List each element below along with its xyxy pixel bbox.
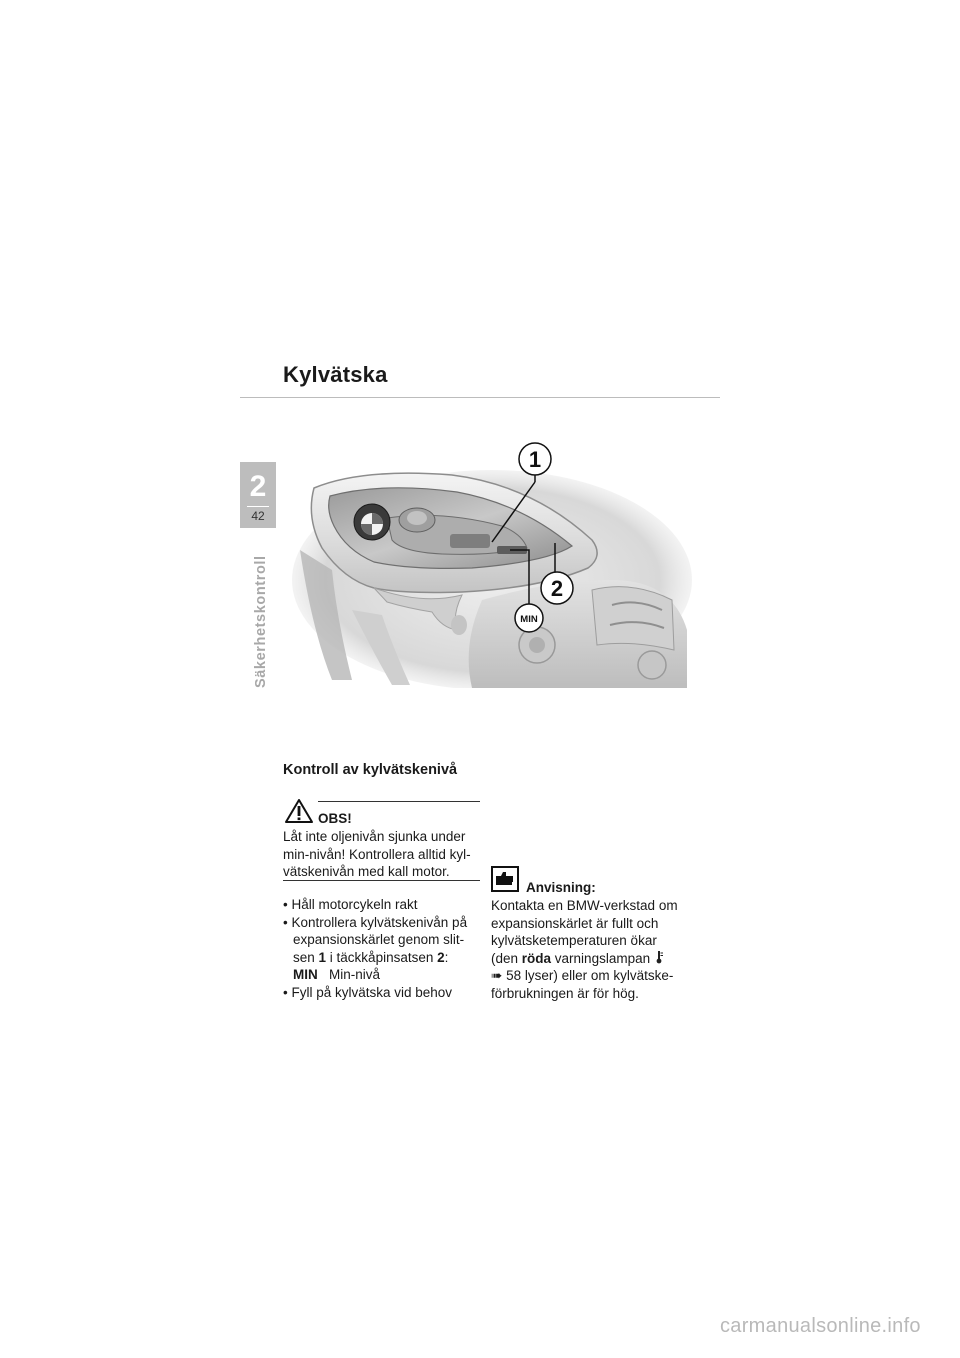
- list-item-continuation: [283, 931, 467, 949]
- note-line: expansionskärlet är fullt och: [491, 915, 659, 931]
- note-text: [491, 897, 678, 1002]
- note-line: [491, 950, 678, 968]
- warning-label: OBS!: [318, 811, 352, 826]
- note-icon: [491, 866, 519, 892]
- callout-1-label: 1: [528, 447, 542, 472]
- note-line: kylvätsketemperaturen ökar: [491, 933, 657, 948]
- bmw-logo: [354, 504, 390, 540]
- list-item-continuation: [283, 949, 467, 967]
- warning-line: vätskenivån med kall motor.: [283, 864, 450, 879]
- legend-key: MIN: [293, 967, 318, 983]
- step-text: Fyll på kylvätska vid behov: [291, 984, 453, 1000]
- note-label: Anvisning:: [526, 880, 596, 895]
- reference-number: 1: [318, 949, 327, 965]
- page-ref-arrow-icon: ➠: [491, 968, 503, 983]
- warning-line: min-nivån! Kontrollera alltid kyl-: [283, 846, 471, 862]
- note-emphasis: röda: [521, 950, 552, 966]
- warning-line: Låt inte oljenivån sjunka under: [283, 829, 466, 844]
- note-line: förbrukningen är för hög.: [491, 985, 639, 1001]
- step-text: Kontrollera kylvätskenivån på: [291, 914, 468, 930]
- callout-min-label: MIN: [520, 614, 538, 625]
- steps-list: [283, 896, 467, 1002]
- chapter-separator: [247, 506, 269, 507]
- coolant-figure: [292, 430, 692, 688]
- coolant-temperature-icon: [654, 950, 664, 964]
- chapter-tab: [240, 462, 276, 528]
- step-text: Håll motorcykeln rakt: [291, 897, 418, 912]
- step-text: i täckkåpinsatsen: [326, 949, 438, 965]
- page-title: Kylvätska: [283, 362, 388, 387]
- warning-text: [283, 828, 483, 881]
- note-text-part: varningslampan: [551, 950, 651, 966]
- note-line: [491, 967, 678, 985]
- section-heading: Kontroll av kylvätskenivå: [283, 762, 458, 778]
- warning-bottom-rule: [283, 880, 480, 881]
- legend-item: [283, 966, 467, 984]
- chapter-number: 2: [249, 470, 267, 503]
- list-item: • Håll motorcykeln rakt: [283, 897, 418, 912]
- note-text-part: (den: [491, 950, 522, 966]
- note-line: Kontakta en BMW-verkstad om: [491, 898, 678, 913]
- title-divider: [240, 397, 720, 398]
- warning-top-rule: [318, 801, 480, 802]
- step-text: :: [444, 949, 449, 965]
- note-text-part: 58 lyser) eller om kylvätske-: [502, 968, 674, 983]
- chapter-side-label: Säkerhetskontroll: [253, 555, 269, 688]
- step-text: sen: [293, 949, 319, 965]
- reference-number: 2: [437, 949, 445, 965]
- list-item: • Fyll på kylvätska vid behov: [283, 984, 453, 1000]
- warning-icon: [284, 798, 314, 824]
- watermark: carmanualsonline.info: [720, 1315, 921, 1337]
- step-text: expansionskärlet genom slit-: [293, 932, 465, 948]
- callout-2-label: 2: [550, 576, 564, 601]
- legend-desc: Min-nivå: [329, 967, 381, 983]
- list-item: • Kontrollera kylvätskenivån på: [283, 914, 468, 930]
- page-number: 42: [251, 509, 265, 523]
